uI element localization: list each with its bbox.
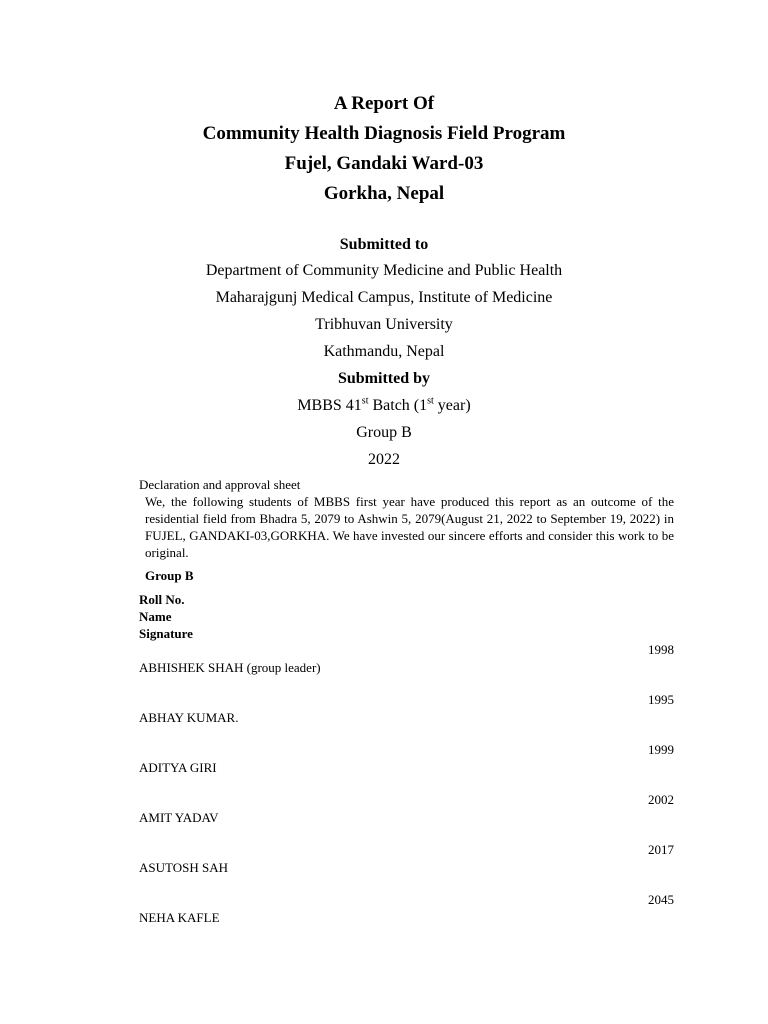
report-title-line2: Community Health Diagnosis Field Program	[202, 123, 566, 144]
student-roll: 1995	[648, 692, 674, 707]
group-line: Group B	[356, 424, 412, 441]
student-roll: 2017	[648, 842, 674, 857]
report-title-line1: A Report Of	[333, 93, 435, 114]
student-name: ADITYA GIRI	[139, 760, 217, 775]
column-name-heading: Name	[139, 609, 172, 624]
student-name: ASUTOSH SAH	[139, 860, 228, 875]
submitted-to-line3: Tribhuvan University	[315, 316, 453, 333]
submitted-to-line1: Department of Community Medicine and Public Health	[205, 262, 563, 279]
student-roll: 1999	[648, 742, 674, 757]
student-roll: 1998	[648, 642, 674, 657]
report-title-line4: Gorkha, Nepal	[323, 183, 445, 204]
student-roll: 2045	[648, 892, 674, 907]
batch-line: MBBS 41st Batch (1st year)	[297, 395, 471, 414]
student-name: AMIT YADAV	[139, 810, 219, 825]
submitted-to-line2: Maharajgunj Medical Campus, Institute of Medicine	[215, 289, 553, 306]
submitted-to-heading: Submitted to	[339, 236, 429, 253]
submitted-to-line4: Kathmandu, Nepal	[323, 343, 445, 360]
report-title-line3: Fujel, Gandaki Ward-03	[284, 153, 484, 174]
student-roll: 2002	[648, 792, 674, 807]
student-name: ABHISHEK SHAH (group leader)	[139, 660, 321, 675]
group-label: Group B	[145, 568, 194, 583]
submitted-by-heading: Submitted by	[337, 370, 431, 387]
year-line: 2022	[368, 451, 400, 468]
declaration-body: We, the following students of MBBS first year have produced this report as an outcome of the residential field from Bhadra 5, 2079 to Ashwin 5, 2079(August 21, 2022 to September 19, 2022) in FUJEL, GANDAKI-03,GORKHA. We have invested our sincere efforts and consider this work to be original.	[145, 494, 674, 560]
declaration-title: Declaration and approval sheet	[139, 477, 301, 492]
student-name: ABHAY KUMAR.	[139, 710, 239, 725]
student-name: NEHA KAFLE	[139, 910, 220, 925]
column-roll-heading: Roll No.	[139, 592, 185, 607]
column-signature-heading: Signature	[139, 626, 193, 641]
